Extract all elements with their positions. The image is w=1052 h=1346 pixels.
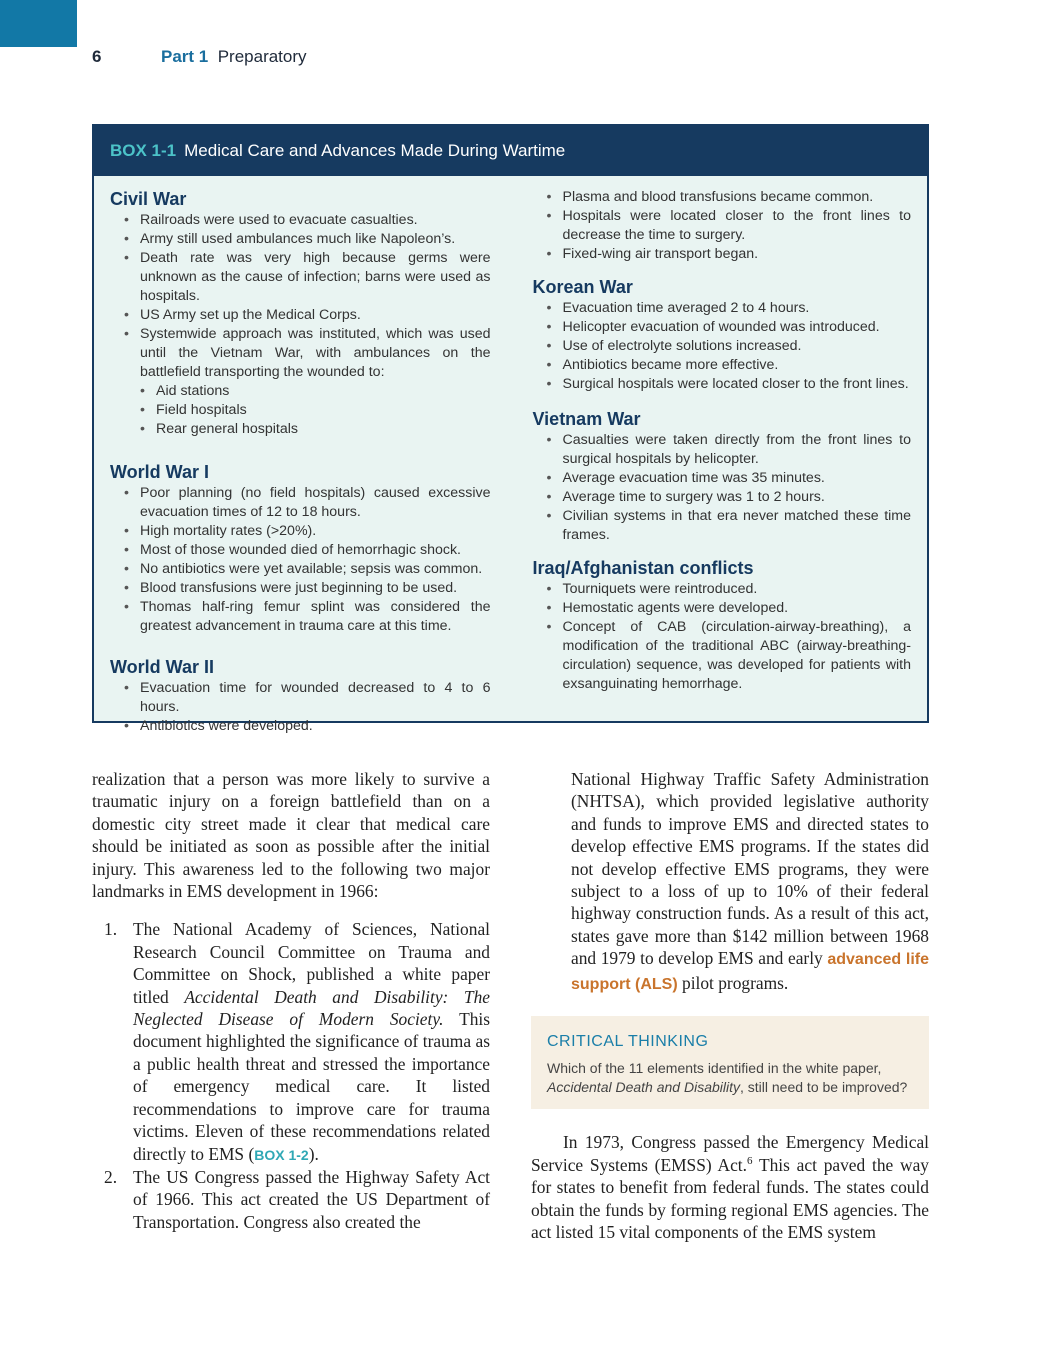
vietnam-section <box>533 410 912 545</box>
ww1-section <box>110 463 491 636</box>
ww2-list <box>110 679 491 736</box>
critical-thinking-text <box>547 1059 913 1097</box>
item-text: ). <box>308 1143 319 1164</box>
vietnam-list <box>533 431 912 545</box>
list-item: • Civilian systems in that era never matched these time frames. <box>545 507 912 545</box>
intro-paragraph: realization that a person was more likely to survive a traumatic injury on a foreign battlefield than on a domestic city street made it clear that medical care should be initiated as soon as possible after the initial injury. This awareness led to the following two major landmarks in EMS development in 1966: <box>92 769 490 902</box>
list-item: • Antibiotics became more effective. <box>545 356 912 375</box>
list-item: • Helicopter evacuation of wounded was introduced. <box>545 318 912 337</box>
ww1-heading: World War I <box>110 462 209 482</box>
running-header <box>161 47 307 67</box>
list-item: • Concept of CAB (circulation-airway-breathing), a modification of the traditional ABC (airway-breathing-circulation) sequence, was developed for patients with exsanguinating hemorrhage. <box>545 618 912 694</box>
als-glossary-term[interactable]: advanced life support (ALS) <box>571 951 929 993</box>
list-item: • Tourniquets were reintroduced. <box>545 580 912 599</box>
list-item: • Surgical hospitals were located closer to the front lines. <box>545 375 912 394</box>
paragraph-text: National Highway Traffic Safety Administration (NHTSA), which provided legislative authority and funds to improve EMS and directed states to develop effective EMS programs. If the states did not develop effective EMS programs, they were subject to a loss of up to 10% of their federal highway construction funds. As a result of this act, states gave more than $142 million between 1968 and 1979 to develop EMS and early <box>571 769 929 969</box>
list-item: • Death rate was very high because germs were unknown as the cause of infection; barns were used as hospitals. <box>122 249 491 306</box>
civil-war-heading: Civil War <box>110 189 187 209</box>
item-text: The US Congress passed the Highway Safety Act of 1966. This act created the US Department of Transportation. Congress also created the <box>133 1166 490 1232</box>
ct-text: Which of the 11 elements identified in the white paper, <box>547 1060 882 1077</box>
list-item: • Casualties were taken directly from the front lines to surgical hospitals by helicopter. <box>545 431 912 469</box>
emss-paragraph <box>531 1131 929 1243</box>
list-item: • No antibiotics were yet available; sepsis was common. <box>122 560 491 579</box>
paragraph-text: In 1973, Congress passed the Emergency Medical Service Systems (EMSS) Act. <box>531 1132 929 1175</box>
nhtsa-paragraph <box>531 768 929 996</box>
page-number: 6 <box>92 47 102 66</box>
list-item: • US Army set up the Medical Corps. <box>122 306 491 325</box>
footnote-ref[interactable]: 6 <box>746 1155 753 1168</box>
list-item: • Systemwide approach was instituted, which was used until the Vietnam War, with ambulances on the battlefield transporting the wounded to: <box>122 325 491 382</box>
list-item: • Thomas half-ring femur splint was considered the greatest advancement in trauma care at this time. <box>122 598 491 636</box>
ww1-list <box>110 484 491 636</box>
box-title: Medical Care and Advances Made During Wartime <box>184 141 566 160</box>
list-item: • Hemostatic agents were developed. <box>545 599 912 618</box>
critical-thinking-title: CRITICAL THINKING <box>547 1033 709 1051</box>
korea-list <box>533 299 912 394</box>
civil-war-sublist <box>110 382 491 439</box>
box-header <box>94 126 927 176</box>
landmark-item-2 <box>92 1166 490 1233</box>
list-item: • Plasma and blood transfusions became common. <box>545 188 912 207</box>
list-item: • Evacuation time averaged 2 to 4 hours. <box>545 299 912 318</box>
box-body <box>94 176 927 736</box>
ww2-section <box>110 658 491 736</box>
ct-italic-title: Accidental Death and Disability <box>547 1079 740 1096</box>
list-item: • Evacuation time for wounded decreased to 4 to 6 hours. <box>122 679 491 717</box>
list-item: • Railroads were used to evacuate casualties. <box>122 211 491 230</box>
list-item: • Hospitals were located closer to the front lines to decrease the time to surgery. <box>545 207 912 245</box>
landmarks-list <box>92 918 490 1233</box>
body-left-column <box>92 768 490 1233</box>
korea-heading: Korean War <box>532 277 633 297</box>
ww2-heading: World War II <box>110 657 215 677</box>
item-text: The National Academy of Sciences, National Research Council Committee on Trauma and Committee on Shock, published a white paper titled <box>133 919 490 1007</box>
list-item: • Most of those wounded died of hemorrhagic shock. <box>122 541 491 560</box>
civil-war-list <box>110 211 491 382</box>
list-item: • Blood transfusions were just beginning to be used. <box>122 579 491 598</box>
iraq-section <box>533 559 912 694</box>
box-left-column <box>110 176 511 736</box>
vietnam-heading: Vietnam War <box>532 409 641 429</box>
item-text: This document highlighted the significance of trauma as a public health threat and stressed the importance of emergency medical care. It listed recommendations to improve care for trauma victims. Eleven of these recommendations related directly to EMS ( <box>133 1009 490 1164</box>
white-paper-title: Accidental Death and Disability: The Neglected Disease of Modern Society. <box>133 986 490 1030</box>
list-item: • Field hospitals <box>138 401 491 420</box>
box-1-2-link[interactable]: BOX 1-2 <box>254 1146 309 1163</box>
list-item: • Average time to surgery was 1 to 2 hours. <box>545 488 912 507</box>
box-right-column <box>511 176 912 736</box>
item-number: 2. <box>104 1166 118 1187</box>
list-item: • Use of electrolyte solutions increased. <box>545 337 912 356</box>
ww2-list-continued <box>533 188 912 264</box>
list-item: • Rear general hospitals <box>138 420 491 439</box>
box-1-1 <box>92 124 929 734</box>
ct-text: , still need to be improved? <box>740 1079 908 1096</box>
part-label: Part 1 <box>161 47 209 66</box>
body-right-column <box>531 768 929 1244</box>
part-title: Preparatory <box>217 47 307 66</box>
list-item: • Aid stations <box>138 382 491 401</box>
list-item: • Army still used ambulances much like Napoleon’s. <box>122 230 491 249</box>
paragraph-text: pilot programs. <box>677 972 789 993</box>
civil-war-section <box>110 190 491 439</box>
landmark-item-1 <box>92 918 490 1165</box>
box-tag: BOX 1-1 <box>110 141 177 160</box>
critical-thinking-box <box>531 1016 929 1109</box>
corner-tab <box>0 0 77 47</box>
item-number: 1. <box>104 919 118 940</box>
iraq-heading: Iraq/Afghanistan conflicts <box>532 558 754 578</box>
list-item: • Fixed-wing air transport began. <box>545 245 912 264</box>
list-item: • High mortality rates (>20%). <box>122 522 491 541</box>
korea-section <box>533 278 912 394</box>
list-item: • Poor planning (no field hospitals) caused excessive evacuation times of 12 to 18 hours. <box>122 484 491 522</box>
iraq-list <box>533 580 912 694</box>
paragraph-text: This act paved the way for states to benefit from federal funds. The states could obtain the funds by forming regional EMS agencies. The act listed 15 vital components of the EMS system <box>531 1154 929 1243</box>
list-item: • Average evacuation time was 35 minutes. <box>545 469 912 488</box>
list-item: • Antibiotics were developed. <box>122 717 491 736</box>
